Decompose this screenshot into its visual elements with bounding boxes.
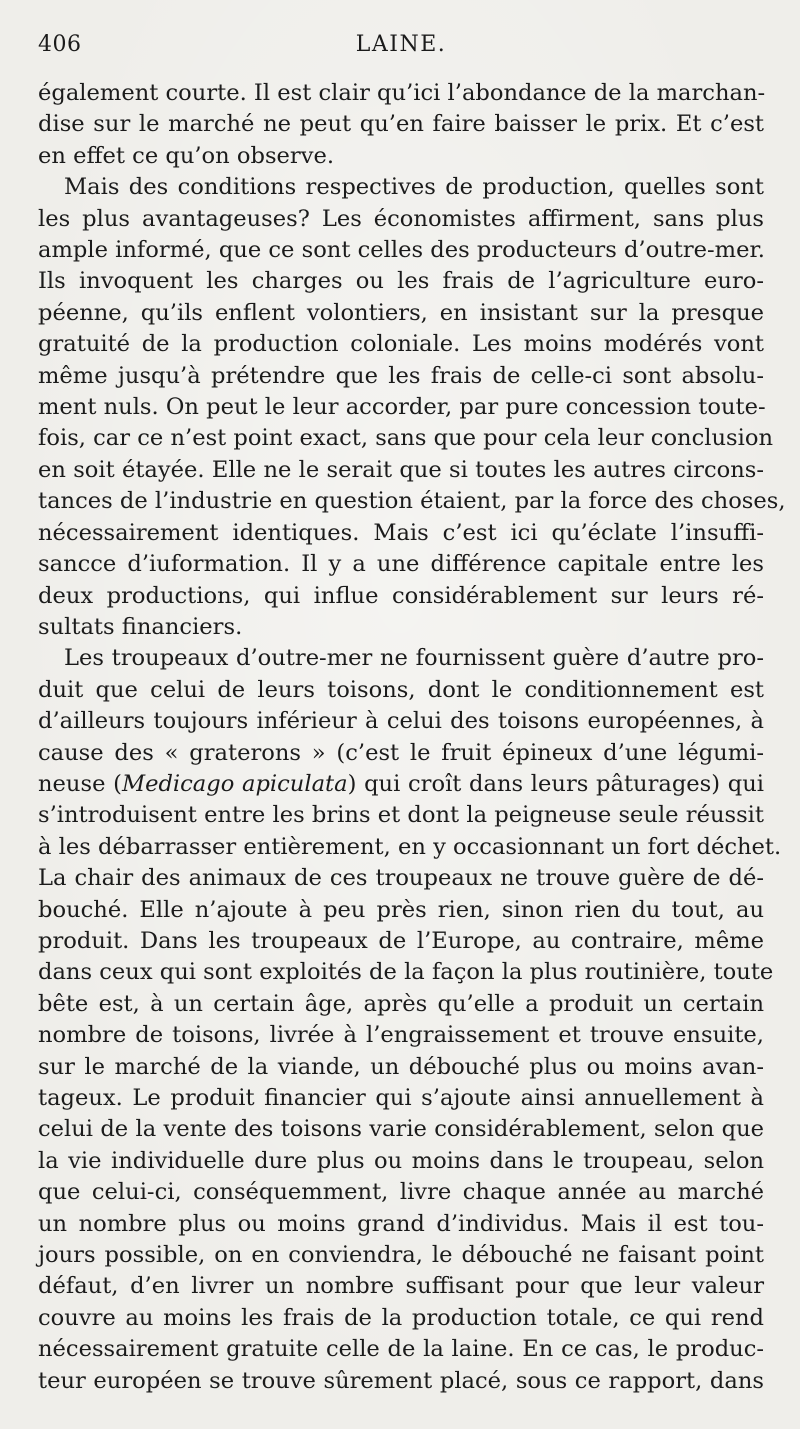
text-line: la vie individuelle dure plus ou moins dans le troupeau, selon	[38, 1147, 764, 1174]
italic-species-name: Medicago apiculata	[121, 770, 348, 797]
text-line: tances de l’industrie en question étaient, par la force des choses,	[38, 488, 786, 515]
text-fragment: neuse (	[38, 770, 122, 797]
paragraph-3	[38, 643, 782, 1397]
text-line: celui de la vente des toisons varie considérablement, selon que	[38, 1116, 764, 1143]
text-line: fois, car ce n’est point exact, sans que pour cela leur conclusion	[38, 425, 774, 452]
text-line: Ils invoquent les charges ou les frais de l’agriculture euro-	[38, 268, 764, 295]
text-line: sur le marché de la viande, un débouché plus ou moins avan-	[38, 1053, 764, 1080]
text-line: péenne, qu’ils enflent volontiers, en insistant sur la presque	[38, 299, 764, 326]
text-line: nécessairement gratuite celle de la laine. En ce cas, le produc-	[38, 1336, 764, 1363]
text-line: également courte. Il est clair qu’ici l’abondance de la marchan-	[38, 80, 766, 106]
page-header	[38, 32, 764, 72]
text-line: nombre de toisons, livrée à l’engraissement et trouve ensuite,	[38, 1022, 764, 1049]
text-line: que celui-ci, conséquemment, livre chaque année au marché	[38, 1179, 764, 1206]
paragraph-1	[38, 78, 764, 172]
text-line: s’introduisent entre les brins et dont la peigneuse seule réussit	[38, 802, 764, 829]
text-line: bouché. Elle n’ajoute à peu près rien, sinon rien du tout, au	[38, 896, 764, 923]
text-line: gratuité de la production coloniale. Les moins modérés vont	[38, 331, 764, 358]
text-line: Mais des conditions respectives de production, quelles sont	[64, 174, 764, 201]
text-line: La chair des animaux de ces troupeaux ne trouve guère de dé-	[38, 865, 764, 892]
text-line: produit. Dans les troupeaux de l’Europe, au contraire, même	[38, 927, 764, 954]
text-line: ample informé, que ce sont celles des producteurs d’outre-mer.	[38, 237, 765, 264]
text-line: défaut, d’en livrer un nombre suffisant pour que leur valeur	[38, 1273, 764, 1300]
text-line: sultats financiers.	[38, 613, 243, 640]
text-line: duit que celui de leurs toisons, dont le conditionnement est	[38, 676, 764, 703]
text-line: en soit étayée. Elle ne le serait que si toutes les autres circons-	[38, 456, 764, 483]
text-line: un nombre plus ou moins grand d’individus. Mais il est tou-	[38, 1210, 764, 1237]
text-line: teur européen se trouve sûrement placé, sous ce rapport, dans	[38, 1367, 764, 1394]
text-line: à les débarrasser entièrement, en y occasionnant un fort déchet.	[38, 833, 782, 860]
text-line: en effet ce qu’on observe.	[38, 142, 335, 169]
text-line: deux productions, qui influe considérablement sur leurs ré-	[38, 582, 764, 609]
text-line: même jusqu’à prétendre que les frais de celle-ci sont absolu-	[38, 362, 764, 389]
running-title: LAINE.	[355, 32, 447, 57]
text-line: bête est, à un certain âge, après qu’elle a produit un certain	[38, 990, 764, 1017]
body-text	[38, 78, 786, 1397]
text-line: d’ailleurs toujours inférieur à celui des toisons européennes, à	[38, 708, 764, 735]
text-line-with-italic	[38, 769, 764, 800]
text-line: cause des « graterons » (c’est le fruit épineux d’une légumi-	[38, 739, 764, 766]
text-line: dise sur le marché ne peut qu’en faire baisser le prix. Et c’est	[38, 111, 764, 138]
text-line: les plus avantageuses? Les économistes affirment, sans plus	[38, 205, 764, 232]
text-line: Les troupeaux d’outre-mer ne fournissent guère d’autre pro-	[64, 645, 764, 672]
paragraph-2	[38, 172, 786, 643]
text-line: tageux. Le produit financier qui s’ajoute ainsi annuellement à	[38, 1085, 764, 1111]
text-line: couvre au moins les frais de la production totale, ce qui rend	[38, 1304, 764, 1331]
text-line: ment nuls. On peut le leur accorder, par pure concession toute-	[38, 394, 766, 421]
text-line: sancce d’iuformation. Il y a une différence capitale entre les	[38, 551, 764, 578]
text-line: jours possible, on en conviendra, le débouché ne faisant point	[38, 1242, 764, 1269]
page-number: 406	[38, 32, 82, 57]
text-fragment: ) qui croît dans leurs pâturages) qui	[347, 770, 765, 797]
text-line: nécessairement identiques. Mais c’est ici qu’éclate l’insuffi-	[38, 519, 764, 546]
text-line: dans ceux qui sont exploités de la façon la plus routinière, toute	[38, 959, 774, 986]
